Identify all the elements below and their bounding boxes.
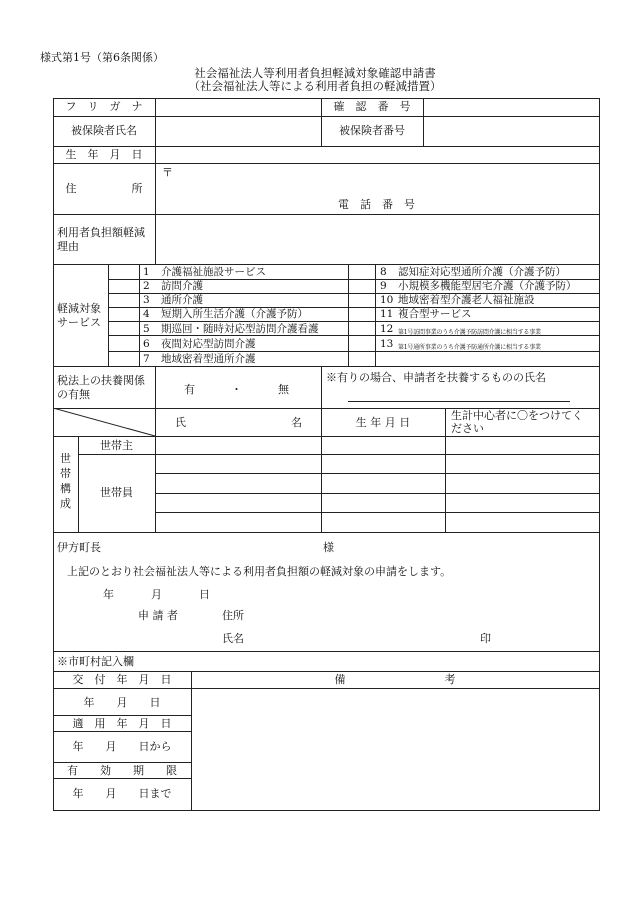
insured-name-label: 被保険者氏名 [71,124,137,137]
service-no: 4 [143,308,150,320]
service-no: 11 [380,308,394,320]
service-name: 通所介護 [161,294,203,306]
center-col-header: 生計中心者に〇をつけてく [451,409,583,422]
center-col-header-2: ださい [451,422,484,435]
service-no: 7 [143,353,150,365]
service-no: 12 [380,323,394,335]
service-name: 訪問介護 [161,280,203,292]
service-no: 9 [380,280,387,292]
insured-number-label: 被保険者番号 [339,124,405,137]
birth-col-header: 生 年 月 日 [355,416,411,429]
tax-no: 無 [278,383,289,396]
household-side-label: 世 [60,452,71,465]
issue-date-value: 年 月 日 [83,696,161,709]
service-no: 6 [143,338,150,350]
honorific: 様 [323,541,334,554]
furigana-label: フ リ ガ ナ [65,100,143,113]
service-no: 5 [143,323,150,335]
form-subtitle: （社会福祉法人等による利用者負担の軽減措置） [188,79,442,93]
tax-note: ※有りの場合、申請者を扶養するものの氏名 [326,371,546,384]
form-title: 社会福祉法人等利用者負担軽減対象確認申請書 [194,66,436,80]
household-side-label: 構 [60,482,71,495]
service-name: 短期入所生活介護（介護予防） [161,308,308,320]
valid-period-value: 年 月 日まで [72,787,172,800]
apply-date-label: 適 用 年 月 日 [72,717,172,730]
household-member-label: 世帯員 [100,486,133,499]
service-no: 8 [380,266,387,278]
service-name: 地域密着型介護老人福祉施設 [398,294,535,306]
household-side-label: 成 [60,497,71,510]
address-label: 住 所 [65,182,143,195]
phone-label: 電 話 番 号 [338,198,415,211]
service-name: 地域密着型通所介護 [161,353,256,365]
valid-period-label: 有 効 期 限 [67,764,177,777]
service-no: 10 [380,294,394,306]
service-no: 2 [143,280,150,292]
issue-date-label: 交 付 年 月 日 [72,673,172,686]
service-name: 小規模多機能型居宅介護（介護予防） [398,280,577,292]
tax-label-2: の有無 [57,388,90,401]
tax-yes: 有 [184,383,195,396]
service-no: 3 [143,294,150,306]
applicant-name-label: 氏名 [222,632,244,645]
service-no: 13 [380,338,394,350]
service-name: 期巡回・随時対応型訪問介護看護 [161,323,319,335]
service-name: 夜間対応型訪問介護 [161,338,256,350]
municipal-section-label: ※市町村記入欄 [57,655,134,668]
addressee: 伊方町長 [57,541,101,554]
service-name: 認知症対応型通所介護（介護予防） [398,266,566,278]
service-name: 介護福祉施設サービス [161,266,266,278]
declaration-statement: 上記のとおり社会福祉法人等による利用者負担額の軽減対象の申請をします。 [67,565,452,578]
postal-mark: 〒 [162,166,173,179]
reduction-reason-label-2: 理由 [57,240,79,253]
service-name: 複合型サービス [398,308,472,320]
services-label: 軽減対象 [57,302,101,315]
tax-dot: ・ [231,383,242,396]
form-number: 様式第1号（第6条関係） [40,51,164,64]
applicant-label: 申 請 者 [138,609,178,622]
tax-label: 税法上の扶養関係 [57,374,145,387]
name-col-header: 氏 [175,416,186,429]
seal-mark: 印 [480,632,491,645]
date-day: 日 [199,588,210,601]
header-diagonal [53,408,156,437]
services-label-2: サービス [57,316,101,329]
name-col-header-2: 名 [291,416,302,429]
service-name: 第1号通所事業のうち介護予防通所介護に相当する事業 [398,344,541,351]
apply-date-value: 年 月 日から [72,740,172,753]
service-no: 1 [143,266,150,278]
application-form [53,98,600,810]
household-head-label: 世帯主 [100,439,133,452]
confirm-number-label: 確 認 番 号 [333,100,411,113]
date-year: 年 [103,588,114,601]
applicant-address-label: 住所 [222,609,244,622]
remarks-label: 備 考 [334,673,456,686]
birthdate-label: 生 年 月 日 [65,148,143,161]
reduction-reason-label: 利用者負担額軽減 [57,226,145,239]
date-month: 月 [151,588,162,601]
service-name: 第1号訪問事業のうち介護予防訪問介護に相当する事業 [398,329,541,336]
household-side-label: 帯 [60,467,71,480]
